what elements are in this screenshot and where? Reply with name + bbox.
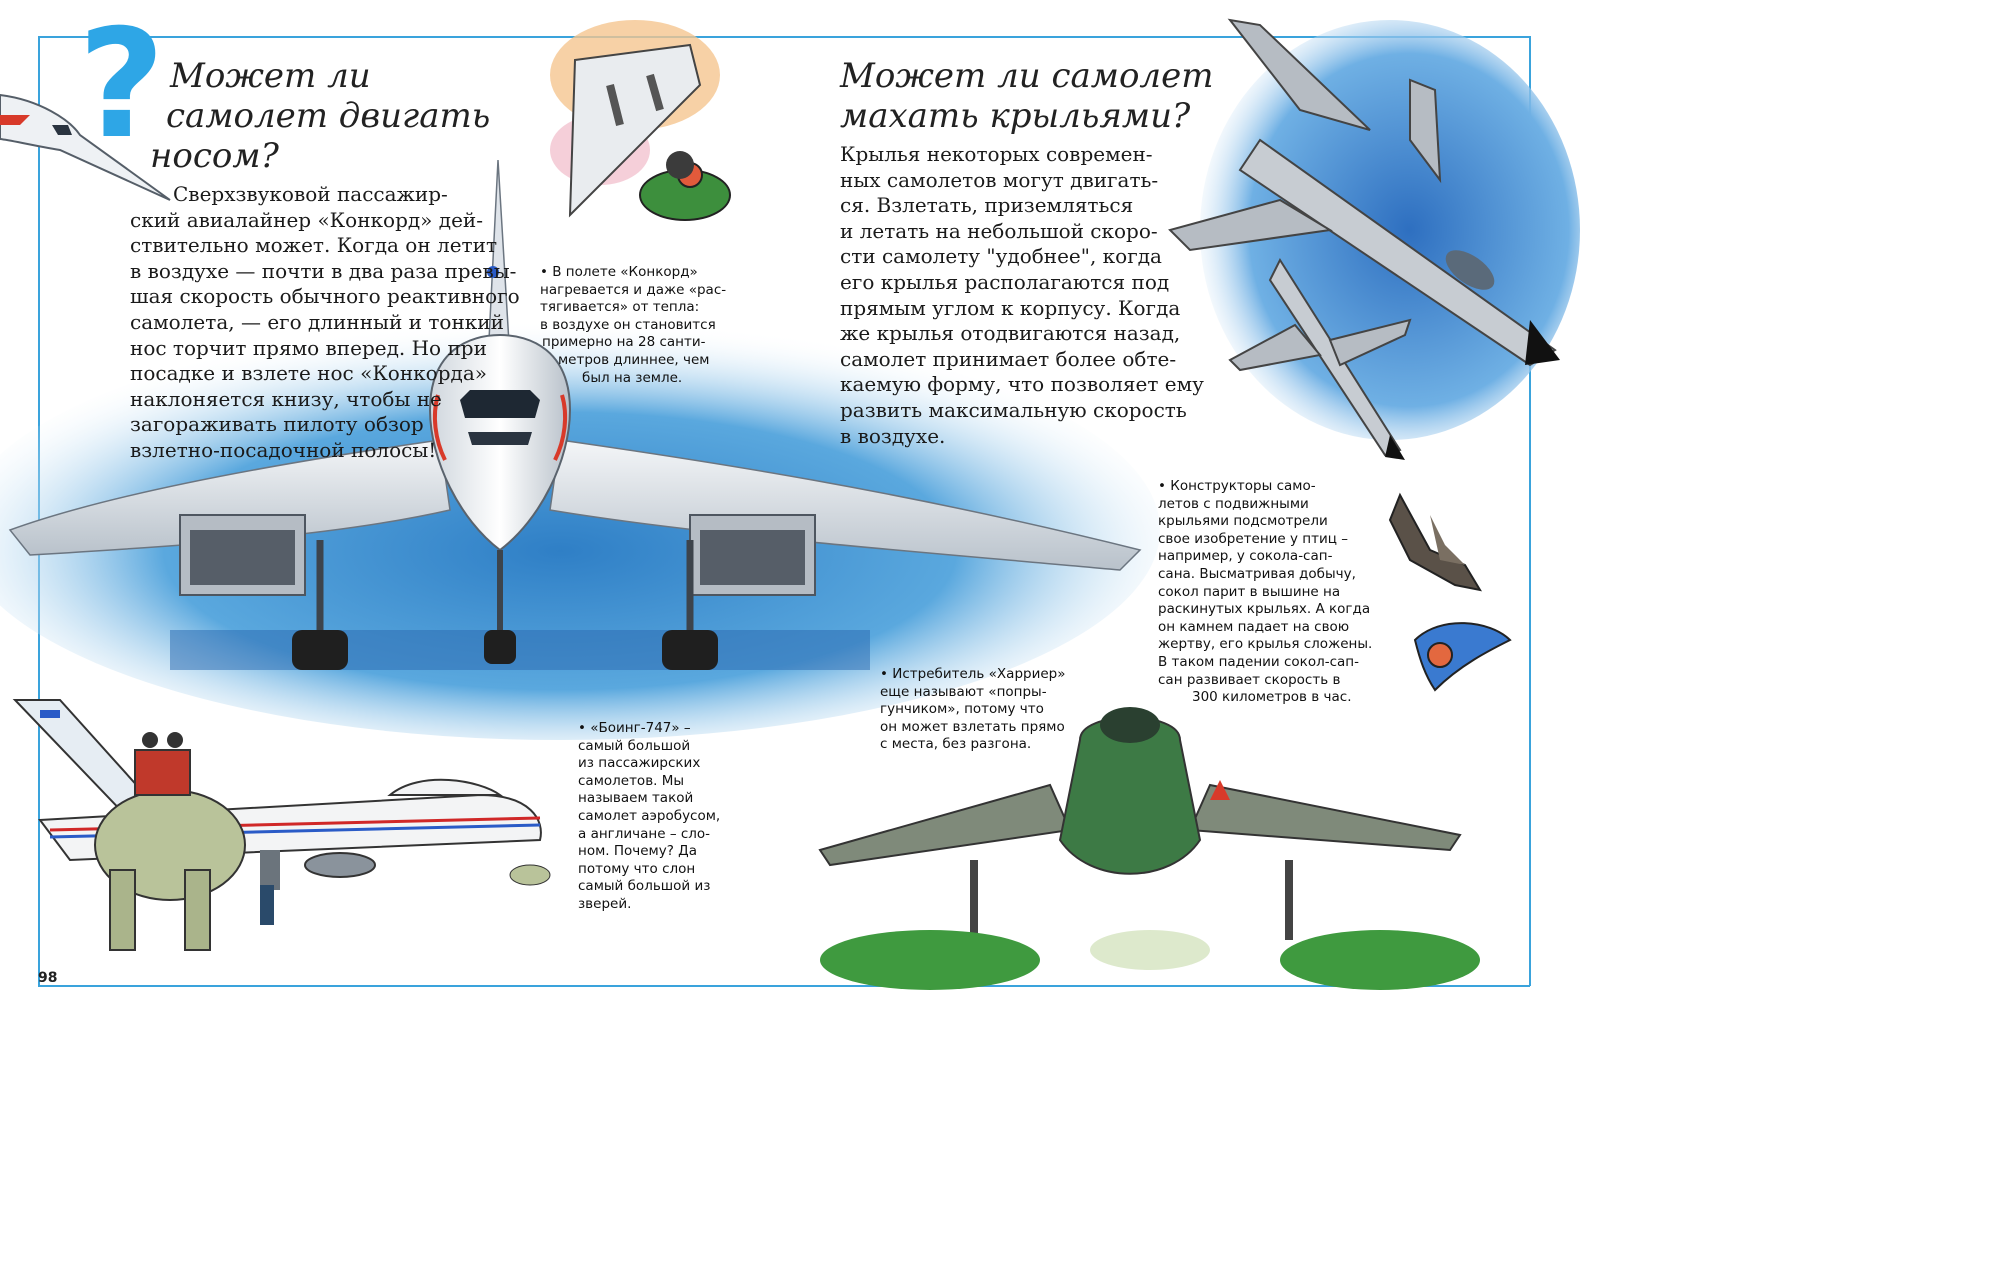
question-mark-icon: ? [78, 0, 166, 172]
left-engine-intake [190, 530, 295, 585]
body-line: наклоняется книзу, чтобы не [130, 386, 442, 411]
body-line: в воздухе. [840, 423, 946, 448]
caption-line: еще называют «попры- [880, 683, 1047, 700]
body-line: сти самолету "удобнее", когда [840, 244, 1162, 269]
body-line: его крылья располагаются под [840, 269, 1170, 294]
caption-line: самолетов. Мы [578, 772, 685, 789]
body-line: ский авиалайнер «Конкорд» дей- [130, 207, 484, 232]
caption-line: например, у сокола-сап- [1158, 548, 1333, 565]
left-heading-line: самолет двигать [166, 96, 491, 136]
body-line: нос торчит прямо вперед. Но при [130, 335, 487, 360]
falcon-caption [1158, 478, 1372, 707]
caption-line: он может взлетать прямо [880, 718, 1065, 735]
body-line: и летать на небольшой скоро- [840, 218, 1158, 243]
caption-line: • Истребитель «Харриер» [880, 666, 1066, 682]
left-section-heading [150, 56, 490, 176]
boeing-elephant-illustration [10, 700, 560, 960]
body-line: каемую форму, что позволяет ему [840, 372, 1204, 397]
body-line: же крылья отодвигаются назад, [840, 321, 1181, 346]
body-line: прямым углом к корпусу. Когда [840, 295, 1181, 320]
caption-line: он камнем падает на свою [1158, 618, 1350, 635]
body-line: шая скорость обычного реактивного [130, 284, 520, 309]
caption-line: в воздухе он становится [540, 316, 716, 333]
boeing-caption [578, 720, 720, 914]
right-section-heading [840, 56, 1213, 136]
caption-line: метров длиннее, чем [558, 351, 710, 368]
nose-wheels [484, 630, 516, 664]
right-engine-intake [700, 530, 805, 585]
runway-ground [170, 630, 870, 670]
falcon-illustration [1370, 490, 1520, 700]
caption-line: В таком падении сокол-сап- [1158, 653, 1359, 670]
body-line: Крылья некоторых современ- [840, 142, 1153, 166]
body-line: ствительно может. Когда он летит [130, 233, 498, 258]
harrier-caption [880, 666, 1066, 754]
left-heading-line: Может ли [170, 56, 371, 96]
caption-line: жертву, его крылья сложены. [1158, 636, 1373, 653]
body-line: ных самолетов могут двигать- [840, 167, 1159, 192]
body-line: самолет принимает более обте- [840, 346, 1177, 371]
caption-line: зверей. [578, 895, 632, 912]
caption-line: 300 километров в час. [1192, 689, 1352, 706]
caption-line: раскинутых крыльях. А когда [1158, 601, 1371, 618]
body-line: посадке и взлете нос «Конкорда» [130, 361, 487, 386]
body-line: Сверхзвуковой пассажир- [173, 182, 448, 206]
body-line: самолета, — его длинный и тонкий [130, 309, 504, 334]
caption-line: а англичане – сло- [578, 825, 711, 842]
left-heading-line: носом? [150, 136, 279, 176]
caption-line: • Конструкторы само- [1158, 478, 1316, 494]
body-line: ся. Взлетать, приземляться [840, 193, 1134, 218]
caption-line: сана. Высматривая добычу, [1158, 565, 1356, 582]
caption-line: • В полете «Конкорд» [540, 264, 698, 280]
caption-line: примерно на 28 санти- [542, 334, 706, 351]
caption-line: сан развивает скорость в [1158, 671, 1341, 688]
concorde-caption [540, 264, 726, 387]
caption-line: с места, без разгона. [880, 736, 1032, 753]
caption-line: тягивается» от тепла: [540, 299, 700, 316]
caption-line: был на земле. [582, 369, 683, 386]
caption-line: самый большой [578, 737, 691, 754]
page-number: 98 [38, 970, 58, 986]
caption-line: называем такой [578, 790, 694, 807]
caption-line: нагревается и даже «рас- [540, 281, 727, 298]
right-heading-line: махать крыльями? [840, 96, 1191, 136]
caption-line: из пассажирских [578, 755, 701, 772]
body-line: в воздухе — почти в два раза превы- [130, 258, 517, 283]
swing-wing-jets-illustration [1170, 20, 1565, 460]
right-heading-line: Может ли самолет [840, 56, 1214, 96]
caption-line: крыльями подсмотрели [1158, 513, 1328, 530]
body-line: загораживать пилоту обзор [130, 412, 424, 437]
caption-line: гунчиком», потому что [880, 701, 1044, 718]
caption-line: ном. Почему? Да [578, 843, 697, 860]
left-section-body [130, 182, 520, 464]
right-section-body [840, 142, 1204, 449]
body-line: развить максимальную скорость [840, 397, 1187, 422]
concorde-cartoon-illustration [540, 15, 730, 245]
left-main-wheels [292, 630, 348, 670]
right-main-wheels [662, 630, 718, 670]
body-line: взлетно-посадочной полосы! [130, 437, 437, 462]
caption-line: летов с подвижными [1158, 495, 1309, 512]
caption-line: свое изобретение у птиц – [1158, 530, 1348, 547]
caption-line: • «Боинг-747» – [578, 720, 691, 736]
caption-line: потому что слон [578, 860, 696, 877]
caption-line: самый большой из [578, 878, 711, 895]
caption-line: сокол парит в вышине на [1158, 583, 1341, 600]
caption-line: самолет аэробусом, [578, 807, 721, 824]
